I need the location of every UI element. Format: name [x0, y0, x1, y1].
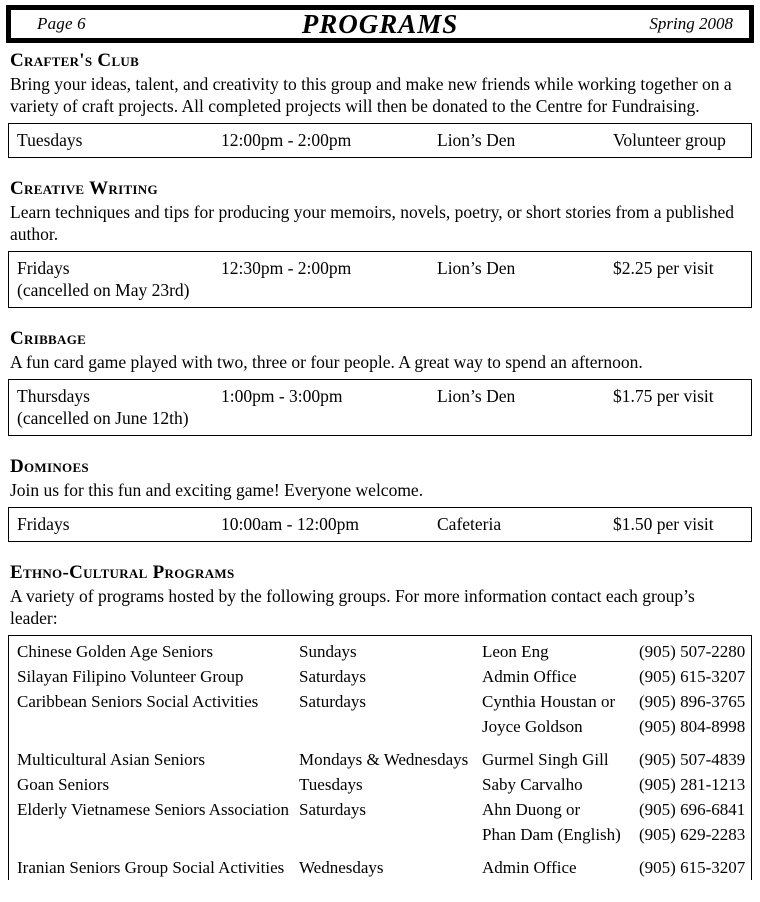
schedule-table	[8, 507, 752, 542]
schedule-price: $1.50 per visit	[613, 513, 714, 534]
document-body	[0, 50, 760, 880]
table-row	[9, 772, 751, 797]
table-row	[9, 747, 751, 772]
table-row	[9, 797, 751, 847]
table-row	[9, 257, 751, 279]
section-spacer	[0, 542, 760, 562]
ethno-days: Wednesdays	[299, 857, 384, 877]
ethno-phone: (905) 507-2280	[639, 641, 746, 661]
ethno-phone: (905) 507-4839	[639, 749, 746, 769]
ethno-phone: (905) 896-3765	[639, 691, 746, 711]
schedule-table	[8, 251, 752, 308]
ethno-phone-secondary: (905) 629-2283	[639, 824, 746, 844]
ethno-phone: (905) 615-3207	[639, 666, 746, 686]
section-title: Dominoes	[10, 455, 89, 477]
schedule-day: Thursdays	[17, 385, 90, 406]
ethno-days: Saturdays	[299, 691, 367, 711]
schedule-location: Cafeteria	[437, 513, 502, 534]
ethno-days: Saturdays	[299, 666, 367, 686]
schedule-time: 1:00pm - 3:00pm	[221, 385, 343, 406]
schedule-location: Lion’s Den	[437, 385, 516, 406]
section-spacer	[0, 436, 760, 456]
page-header-bar	[6, 5, 754, 43]
section-description: Join us for this fun and exciting game! Everyone welcome.	[10, 479, 424, 500]
ethno-contact: Leon Eng	[482, 641, 549, 661]
ethno-contact: Admin Office	[482, 857, 577, 877]
ethno-days: Saturdays	[299, 799, 367, 819]
section-title: Cribbage	[10, 327, 87, 349]
schedule-time: 10:00am - 12:00pm	[221, 513, 360, 534]
table-row	[9, 513, 751, 535]
ethno-group-name: Multicultural Asian Seniors	[17, 749, 205, 769]
schedule-day: Tuesdays	[17, 129, 83, 150]
ethno-group-name: Goan Seniors	[17, 774, 110, 794]
schedule-table	[8, 123, 752, 158]
ethno-phone: (905) 281-1213	[639, 774, 746, 794]
ethno-group-name: Chinese Golden Age Seniors	[17, 641, 213, 661]
section-title: Ethno-Cultural Programs	[10, 561, 235, 583]
row-spacer	[9, 847, 751, 855]
schedule-price: Volunteer group	[613, 129, 726, 150]
ethno-contact: Admin Office	[482, 666, 577, 686]
issue-season-label: Spring 2008	[649, 14, 733, 33]
section-description: A variety of programs hosted by the following groups. For more information contact each group’s leader:	[10, 585, 695, 628]
table-row-note	[9, 279, 751, 301]
table-row-note	[9, 407, 751, 429]
schedule-day: Fridays	[17, 257, 70, 278]
schedule-price: $1.75 per visit	[613, 385, 714, 406]
ethno-contact: Cynthia Houstan or	[482, 691, 616, 711]
section-title: Creative Writing	[10, 177, 158, 199]
schedule-location: Lion’s Den	[437, 257, 516, 278]
section-description: A fun card game played with two, three or four people. A great way to spend an afternoon.	[10, 351, 643, 372]
program-section-crafters-club	[0, 50, 760, 158]
ethno-phone: (905) 696-6841	[639, 799, 746, 819]
schedule-day: Fridays	[17, 513, 70, 534]
ethno-phone-secondary: (905) 804-8998	[639, 716, 746, 736]
ethno-group-name: Caribbean Seniors Social Activities	[17, 691, 259, 711]
ethno-contact: Ahn Duong or	[482, 799, 581, 819]
ethno-days: Sundays	[299, 641, 357, 661]
program-section-cribbage	[0, 328, 760, 436]
page-title: PROGRAMS	[301, 8, 459, 39]
program-section-creative-writing	[0, 178, 760, 308]
ethno-days: Mondays & Wednesdays	[299, 749, 469, 769]
ethno-phone: (905) 615-3207	[639, 857, 746, 877]
ethno-group-name: Elderly Vietnamese Seniors Association	[17, 799, 290, 819]
ethno-group-name: Iranian Seniors Group Social Activities	[17, 857, 285, 877]
section-title: Crafter's Club	[10, 50, 140, 71]
section-description: Learn techniques and tips for producing your memoirs, novels, poetry, or short stories from a published author.	[10, 201, 734, 244]
section-spacer	[0, 158, 760, 178]
ethno-contact-secondary: Joyce Goldson	[482, 716, 583, 736]
schedule-note: (cancelled on June 12th)	[17, 407, 189, 428]
table-row	[9, 855, 751, 880]
table-row	[9, 664, 751, 689]
schedule-table	[8, 379, 752, 436]
ethno-days: Tuesdays	[299, 774, 363, 794]
schedule-time: 12:30pm - 2:00pm	[221, 257, 352, 278]
program-section-ethno-cultural	[0, 562, 760, 880]
table-row	[9, 385, 751, 407]
section-description: Bring your ideas, talent, and creativity to this group and make new friends while working together on a variety of craft projects. All completed projects will then be donated to the Centre for Fundraising.	[10, 73, 732, 116]
ethno-contact-secondary: Phan Dam (English)	[482, 824, 621, 844]
table-row	[9, 129, 751, 151]
row-spacer	[9, 739, 751, 747]
schedule-price: $2.25 per visit	[613, 257, 714, 278]
schedule-time: 12:00pm - 2:00pm	[221, 129, 352, 150]
page-number-label: Page 6	[37, 14, 86, 33]
table-row	[9, 639, 751, 664]
ethno-contact: Gurmel Singh Gill	[482, 749, 609, 769]
program-section-dominoes	[0, 456, 760, 542]
schedule-note: (cancelled on May 23rd)	[17, 279, 190, 300]
ethno-cultural-table	[8, 635, 752, 880]
ethno-contact: Saby Carvalho	[482, 774, 583, 794]
schedule-location: Lion’s Den	[437, 129, 516, 150]
table-row	[9, 689, 751, 739]
section-spacer	[0, 308, 760, 328]
ethno-group-name: Silayan Filipino Volunteer Group	[17, 666, 244, 686]
